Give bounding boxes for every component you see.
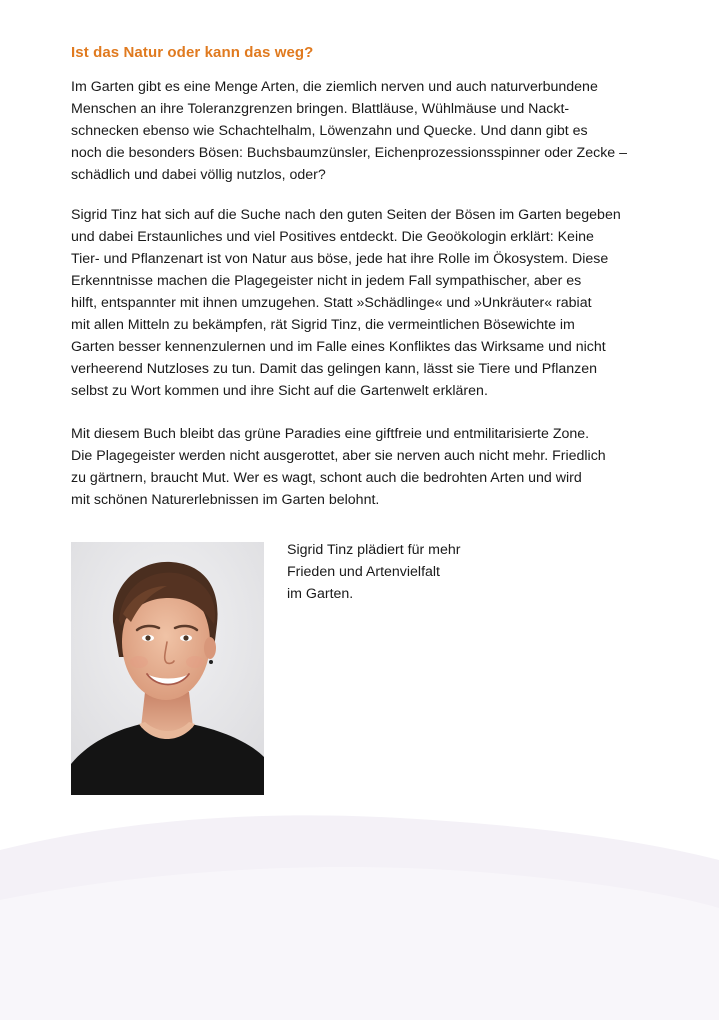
text-line: selbst zu Wort kommen und ihre Sicht auf die Gartenwelt erklären.: [71, 383, 488, 399]
text-line: verheerend Nutzloses zu tun. Damit das gelingen kann, lässt sie Tiere und Pflanzen: [71, 361, 598, 377]
text-line: Die Plagegeister werden nicht ausgerottet, aber sie nerven auch nicht mehr. Friedlich: [71, 448, 606, 464]
text-line: Mit diesem Buch bleibt das grüne Paradies eine giftfreie und entmilitarisierte Zone.: [71, 426, 590, 442]
text-line: Im Garten gibt es eine Menge Arten, die ziemlich nerven und auch naturverbundene: [71, 79, 598, 95]
paragraph-intro: [71, 76, 651, 186]
text-line: Tier- und Pflanzenart ist von Natur aus böse, jede hat ihre Rolle im Ökosystem. Diese: [71, 251, 609, 267]
text-line: zu gärtnern, braucht Mut. Wer es wagt, schont auch die bedrohten Arten und wird: [71, 470, 582, 486]
decorative-wave: [0, 790, 719, 1020]
author-portrait: [71, 542, 264, 795]
text-line: Menschen an ihre Toleranzgrenzen bringen. Blattläuse, Wühlmäuse und Nackt-: [71, 101, 570, 117]
text-line: mit schönen Naturerlebnissen im Garten belohnt.: [71, 492, 380, 508]
text-line: Garten besser kennenzulernen und im Falle eines Konfliktes das Wirksame und nicht: [71, 339, 606, 355]
caption-line: im Garten.: [287, 586, 354, 602]
text-line: mit allen Mitteln zu bekämpfen, rät Sigrid Tinz, die vermeintlichen Bösewichte im: [71, 317, 575, 333]
text-line: Sigrid Tinz hat sich auf die Suche nach den guten Seiten der Bösen im Garten begeben: [71, 207, 621, 223]
text-line: schädlich und dabei völlig nutzlos, oder?: [71, 167, 326, 183]
text-line: Erkenntnisse machen die Plagegeister nicht in jedem Fall sympathischer, aber es: [71, 273, 582, 289]
paragraph-author: [71, 204, 651, 402]
text-line: und dabei Erstaunliches und viel Positives entdeckt. Die Geoökologin erklärt: Keine: [71, 229, 594, 245]
section-heading: Ist das Natur oder kann das weg?: [71, 44, 314, 61]
caption-line: Frieden und Artenvielfalt: [287, 564, 440, 580]
text-line: noch die besonders Bösen: Buchsbaumzünsler, Eichenprozessionsspinner oder Zecke –: [71, 145, 628, 161]
portrait-caption: [287, 539, 460, 605]
text-line: hilft, entspannter mit ihnen umzugehen. Statt »Schädlinge« und »Unkräuter« rabiat: [71, 295, 592, 311]
caption-line: Sigrid Tinz plädiert für mehr: [287, 542, 461, 558]
text-line: schnecken ebenso wie Schachtelhalm, Löwenzahn und Quecke. Und dann gibt es: [71, 123, 588, 139]
paragraph-conclusion: [71, 423, 651, 511]
